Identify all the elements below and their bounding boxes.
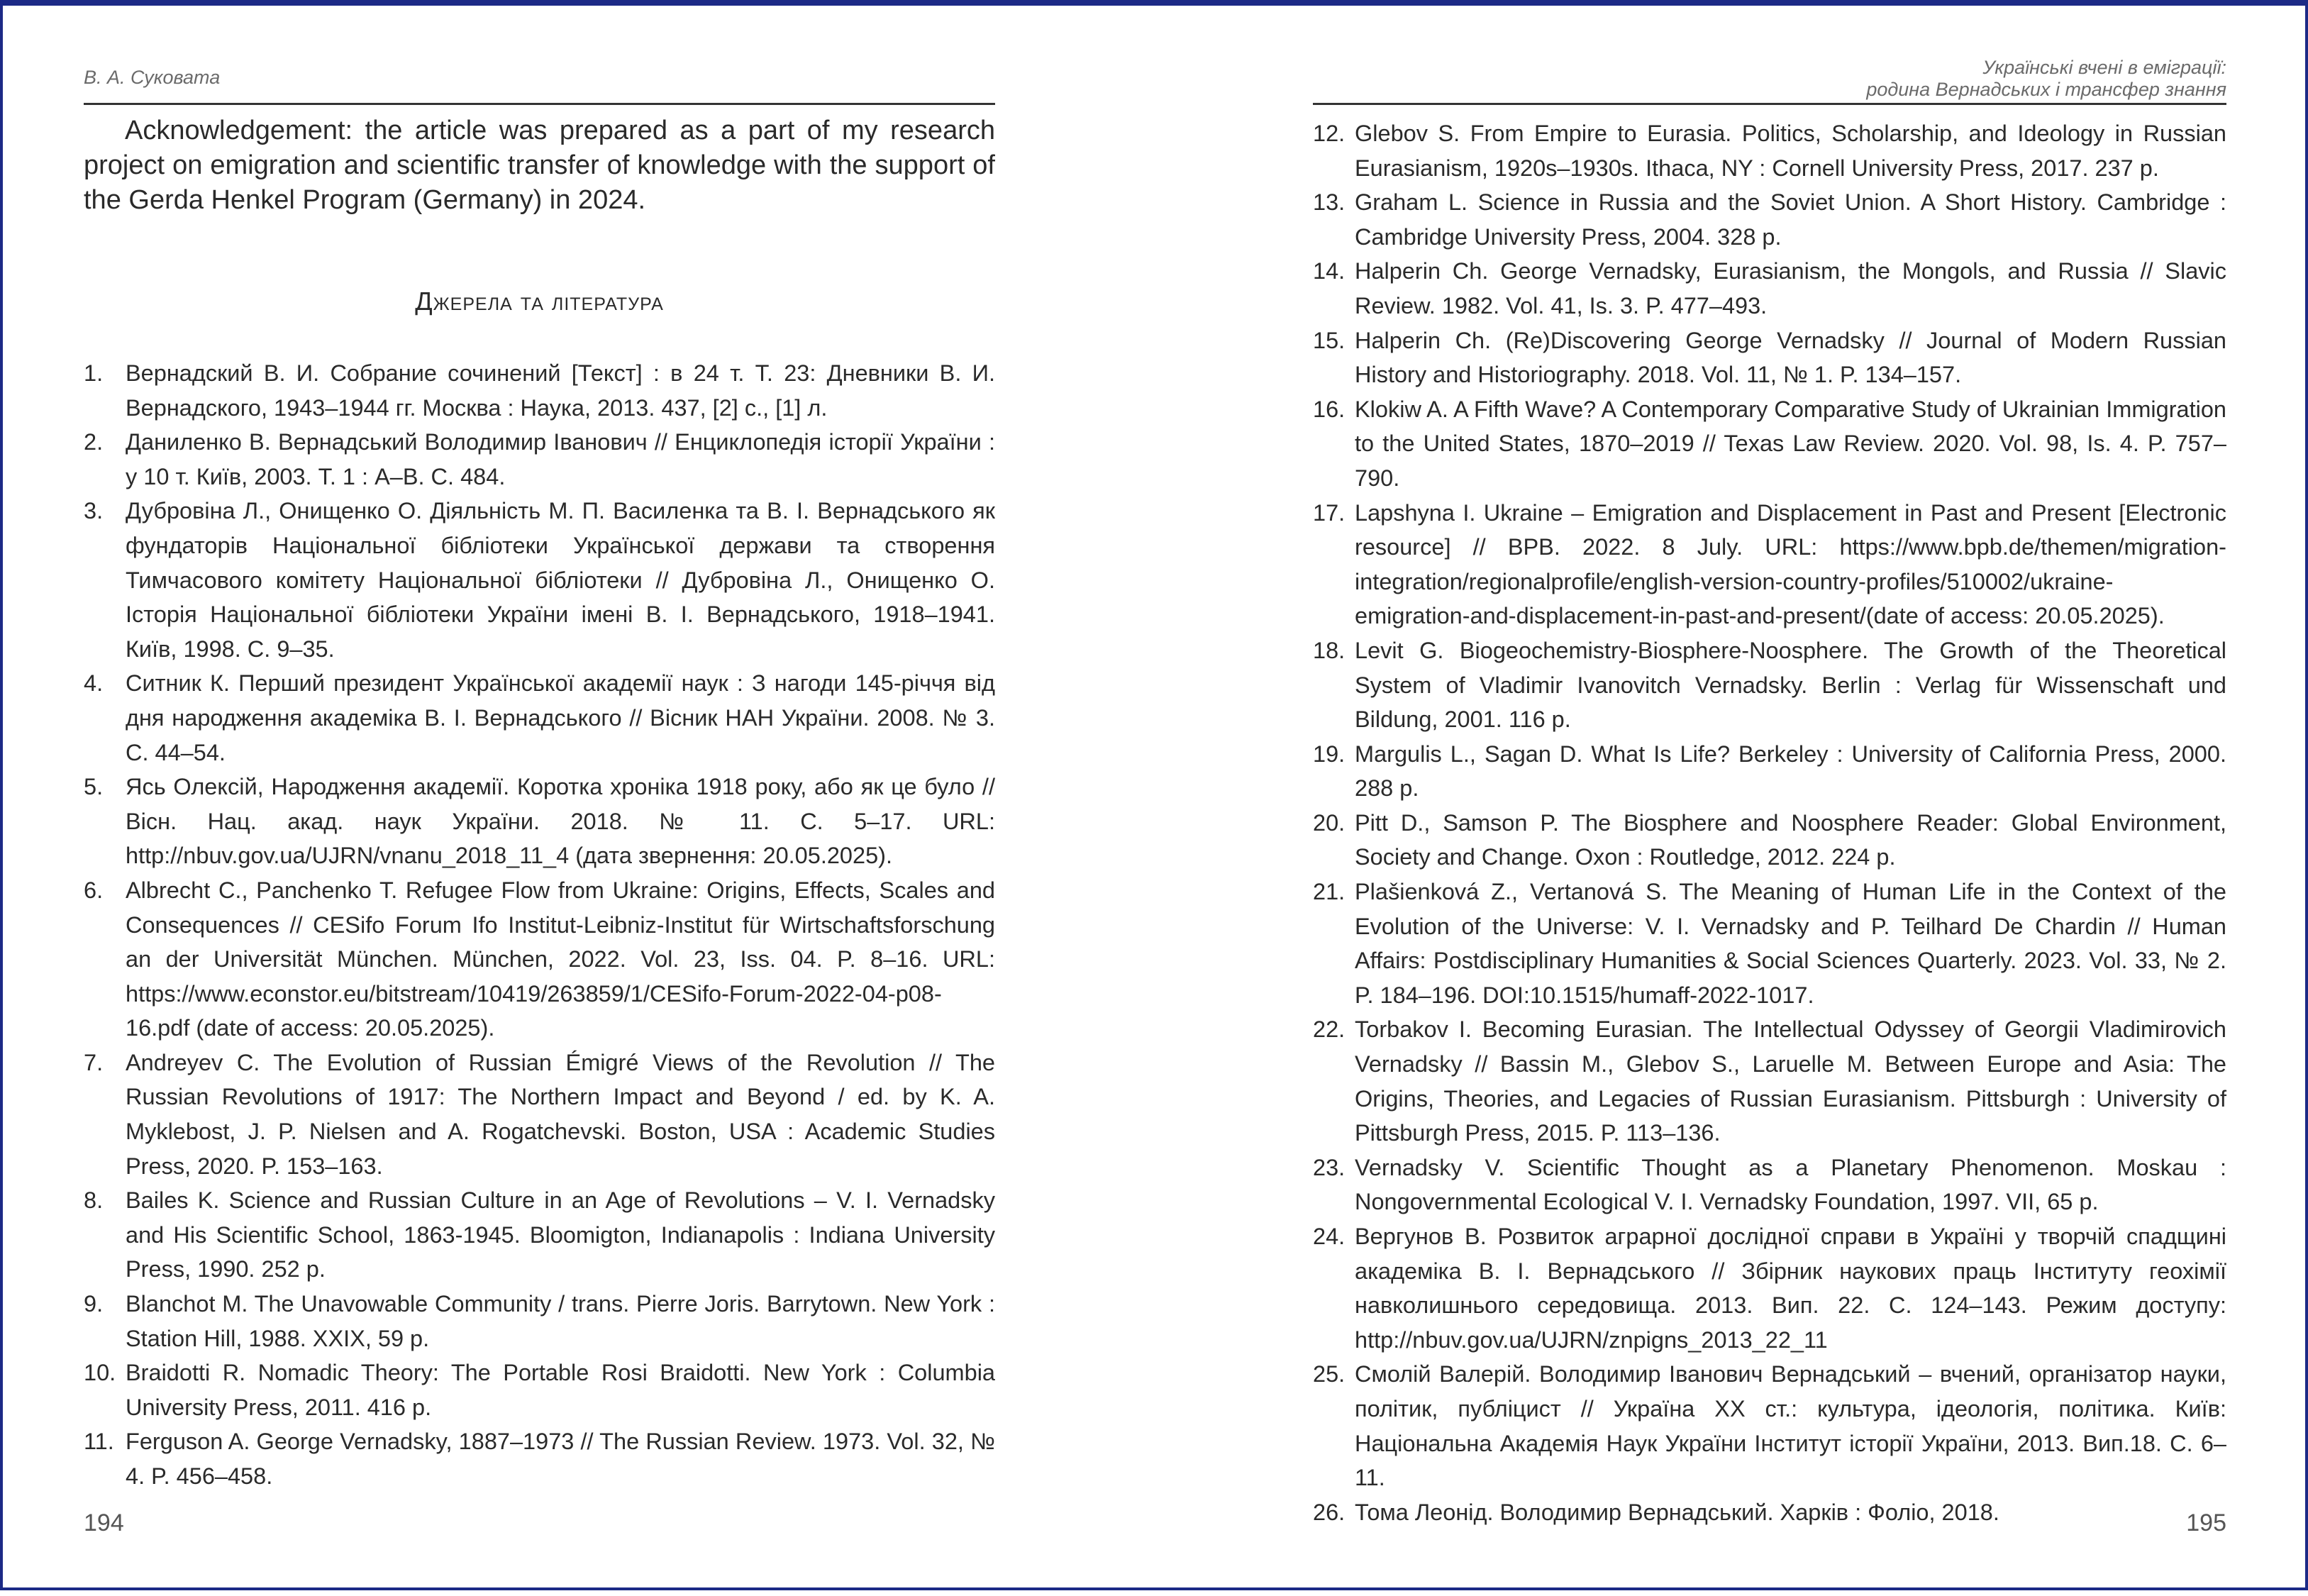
reference-text: Halperin Ch. (Re)Discovering George Vernadsky // Journal of Modern Russian History and Historiography. 2018. Vol. 11, № 1. P. 134–157. (1355, 327, 2226, 388)
reference-number: 2. (84, 429, 104, 455)
reference-text: Vernadsky V. Scientific Thought as a Planetary Phenomenon. Moskau : Nongovernmental Ecological V. I. Vernadsky Foundation, 1997. VII, 65 p. (1355, 1154, 2226, 1215)
running-head-author: В. А. Суковата (84, 67, 221, 88)
reference-number: 21. (1313, 879, 1346, 905)
reference-number: 26. (1313, 1499, 1346, 1525)
page-number: 195 (2186, 1509, 2226, 1536)
running-head-title (1313, 57, 2226, 101)
reference-item (84, 666, 995, 770)
reference-text: Braidotti R. Nomadic Theory: The Portable Rosi Braidotti. New York : Columbia University Press, 2011. 416 p. (126, 1360, 995, 1420)
reference-number: 16. (1313, 396, 1346, 422)
reference-text: Bailes K. Science and Russian Culture in an Age of Revolutions – V. I. Vernadsky and His Scientific School, 1863-1945. Bloomigton, Indianapolis : Indiana University Press, 1990. 252 p. (126, 1187, 995, 1282)
reference-text: Levit G. Biogeochemistry-Biosphere-Noosphere. The Growth of the Theoretical System of Vladimir Ivanovitch Vernadsky. Berlin : Verlag für Wissenschaft und Bildung, 2001. 116 p. (1355, 637, 2226, 733)
reference-number: 24. (1313, 1224, 1346, 1249)
reference-text: Вергунов В. Розвиток аграрної дослідної справи в Україні у творчій спадщині академіка В. І. Вернадського // Збірник наукових праць Інституту геохімії навколишнього середовища. 2013. Вип. 22. С. 124–143. Режим доступу: http://nbuv.gov.ua/UJRN/znpigns_2013_22_11 (1355, 1224, 2226, 1353)
reference-number: 12. (1313, 121, 1346, 146)
reference-number: 5. (84, 774, 104, 800)
reference-text: Margulis L., Sagan D. What Is Life? Berkeley : University of California Press, 2000. 288 p. (1355, 741, 2226, 802)
reference-text: Klokiw A. A Fifth Wave? A Contemporary Comparative Study of Ukrainian Immigration to the United States, 1870–2019 // Texas Law Review. 2020. Vol. 98, Is. 4. P. 757–790. (1355, 396, 2226, 491)
reference-item (1313, 323, 2226, 392)
reference-text: Glebov S. From Empire to Eurasia. Politics, Scholarship, and Ideology in Russian Eurasianism, 1920s–1930s. Ithaca, NY : Cornell University Press, 2017. 237 p. (1355, 121, 2226, 181)
reference-text: Дубровіна Л., Онищенко О. Діяльність М. П. Василенка та В. І. Вернадського як фундаторів Національної бібліотеки Української держави та створення Тимчасового комітету Національної бібліотеки // Дубровіна Л., Онищенко О. Історія Національної бібліотеки України імені В. І. Вернадського, 1918–1941. Київ, 1998. С. 9–35. (126, 498, 995, 662)
reference-number: 15. (1313, 327, 1346, 353)
header-rule (1313, 103, 2226, 105)
reference-item (84, 770, 995, 873)
reference-number: 3. (84, 498, 104, 524)
reference-text: Lapshyna I. Ukraine – Emigration and Displacement in Past and Present [Electronic resource] // BPB. 2022. 8 July. URL: https://www.bpb.de/themen/migration-integration/regionalprofile/english-version-country-profiles/510002/ukraine-emigration-and-displacement-in-past-and-present/(date of access: 20.05.2025). (1355, 499, 2226, 629)
reference-item (1313, 1151, 2226, 1219)
reference-text: Тома Леонід. Володимир Вернадський. Харків : Фоліо, 2018. (1355, 1499, 1999, 1525)
reference-item (84, 1424, 995, 1493)
page-number: 194 (84, 1509, 124, 1536)
reference-text: Смолій Валерій. Володимир Іванович Вернадський – вчений, організатор науки, політик, публіцист // Україна XX ст.: культура, ідеологія, політика. Київ: Національна Академія Наук України Інститут історії України, 2013. Вип.18. С. 6–11. (1355, 1361, 2226, 1491)
reference-text: Albrecht C., Panchenko T. Refugee Flow from Ukraine: Origins, Effects, Scales and Consequences // CESifo Forum Ifo Institut-Leibniz-Institut für Wirtschaftsforschung an der Universität München. München, 2022. Vol. 23, Iss. 04. P. 8–16. URL: https://www.econstor.eu/bitstream/10419/263859/1/CESifo-Forum-2022-04-p08-16.pdf (date of access: 20.05.2025). (126, 877, 995, 1041)
reference-number: 1. (84, 360, 104, 386)
reference-item (1313, 633, 2226, 737)
reference-item (1313, 392, 2226, 496)
header-rule (84, 103, 995, 105)
reference-text: Andreyev C. The Evolution of Russian Émigré Views of the Revolution // The Russian Revolutions of 1917: The Northern Impact and Beyond / ed. by K. A. Myklebost, J. P. Nielsen and A. Rogatchevski. Boston, USA : Academic Studies Press, 2020. P. 153–163. (126, 1049, 995, 1179)
reference-item (1313, 806, 2226, 875)
reference-item (1313, 496, 2226, 633)
reference-number: 8. (84, 1187, 104, 1214)
reference-item (84, 1356, 995, 1424)
reference-number: 19. (1313, 741, 1346, 767)
references-heading: Джерела та література (415, 287, 664, 316)
reference-item (1313, 254, 2226, 323)
reference-number: 25. (1313, 1361, 1346, 1387)
right-page (1313, 6, 2226, 1596)
reference-text: Blanchot M. The Unavowable Community / trans. Pierre Joris. Barrytown. New York : Station Hill, 1988. XXIX, 59 p. (126, 1291, 995, 1351)
reference-item (1313, 1219, 2226, 1357)
reference-text: Plašienková Z., Vertanová S. The Meaning of Human Life in the Context of the Evolution of the Universe: V. I. Vernadsky and P. Teilhard De Chardin // Human Affairs: Postdisciplinary Humanities & Social Sciences Quarterly. 2023. Vol. 33, № 2. P. 184–196. DOI:10.1515/humaff-2022-1017. (1355, 879, 2226, 1008)
reference-number: 9. (84, 1291, 104, 1317)
reference-text: Ситник К. Перший президент Української академії наук : З нагоди 145-річчя від дня народження академіка В. І. Вернадського // Вісник НАН України. 2008. № 3. С. 44–54. (126, 670, 995, 765)
reference-number: 23. (1313, 1154, 1346, 1180)
reference-number: 6. (84, 877, 104, 903)
reference-list (1313, 116, 2226, 1529)
reference-number: 7. (84, 1049, 104, 1075)
reference-item (1313, 1495, 2226, 1530)
reference-text: Pitt D., Samson P. The Biosphere and Noosphere Reader: Global Environment, Society and Change. Oxon : Routledge, 2012. 224 p. (1355, 809, 2226, 870)
reference-number: 20. (1313, 809, 1346, 836)
reference-item (1313, 116, 2226, 185)
reference-item (84, 1046, 995, 1183)
reference-number: 10. (84, 1360, 116, 1386)
reference-item (84, 494, 995, 666)
reference-item (84, 425, 995, 494)
reference-item (84, 873, 995, 1046)
reference-number: 14. (1313, 258, 1346, 284)
reference-text: Ясь Олексій, Народження академії. Коротка хроніка 1918 року, або як це було // Вісн. Нац. акад. наук України. 2018. № 11. С. 5–17. URL: http://nbuv.gov.ua/UJRN/vnanu_2018_11_4 (дата звернення: 20.05.2025). (126, 774, 995, 869)
reference-item (84, 1183, 995, 1287)
running-head-line: родина Вернадських і трансфер знання (1866, 79, 2226, 100)
reference-item (84, 1287, 995, 1356)
reference-item (1313, 875, 2226, 1012)
reference-text: Halperin Ch. George Vernadsky, Eurasianism, the Mongols, and Russia // Slavic Review. 1982. Vol. 41, Is. 3. P. 477–493. (1355, 258, 2226, 318)
reference-number: 11. (84, 1429, 114, 1455)
reference-text: Torbakov I. Becoming Eurasian. The Intellectual Odyssey of Georgii Vladimirovich Vernadsky // Bassin M., Glebov S., Laruelle M. Between Europe and Asia: The Origins, Theories, and Legacies of Russian Eurasianism. Pittsburgh : University of Pittsburgh Press, 2015. P. 113–136. (1355, 1016, 2226, 1146)
acknowledgement: Acknowledgement: the article was prepared as a part of my research project on emigration and scientific transfer of knowledge with the support of the Gerda Henkel Program (Germany) in 2024. (84, 116, 995, 215)
reference-item (1313, 185, 2226, 254)
reference-text: Graham L. Science in Russia and the Soviet Union. A Short History. Cambridge : Cambridge University Press, 2004. 328 p. (1355, 189, 2226, 250)
reference-item (1313, 737, 2226, 806)
reference-text: Даниленко В. Вернадський Володимир Іванович // Енциклопедія історії України : у 10 т. Київ, 2003. Т. 1 : А–В. С. 484. (126, 429, 995, 489)
reference-number: 22. (1313, 1016, 1346, 1043)
reference-text: Вернадский В. И. Собрание сочинений [Текст] : в 24 т. Т. 23: Дневники В. И. Вернадского, 1943–1944 гг. Москва : Наука, 2013. 437, [2] с., [1] л. (126, 360, 995, 421)
reference-item (1313, 1357, 2226, 1495)
reference-item (84, 356, 995, 425)
reference-number: 18. (1313, 637, 1346, 663)
reference-number: 4. (84, 670, 104, 697)
reference-list (84, 356, 995, 1494)
reference-number: 13. (1313, 189, 1346, 216)
reference-number: 17. (1313, 499, 1346, 526)
reference-text: Ferguson A. George Vernadsky, 1887–1973 // The Russian Review. 1973. Vol. 32, № 4. P. 456–458. (126, 1429, 995, 1489)
running-head-line: Українські вчені в еміграції: (1982, 57, 2226, 78)
reference-item (1313, 1012, 2226, 1150)
left-page (84, 6, 995, 1596)
